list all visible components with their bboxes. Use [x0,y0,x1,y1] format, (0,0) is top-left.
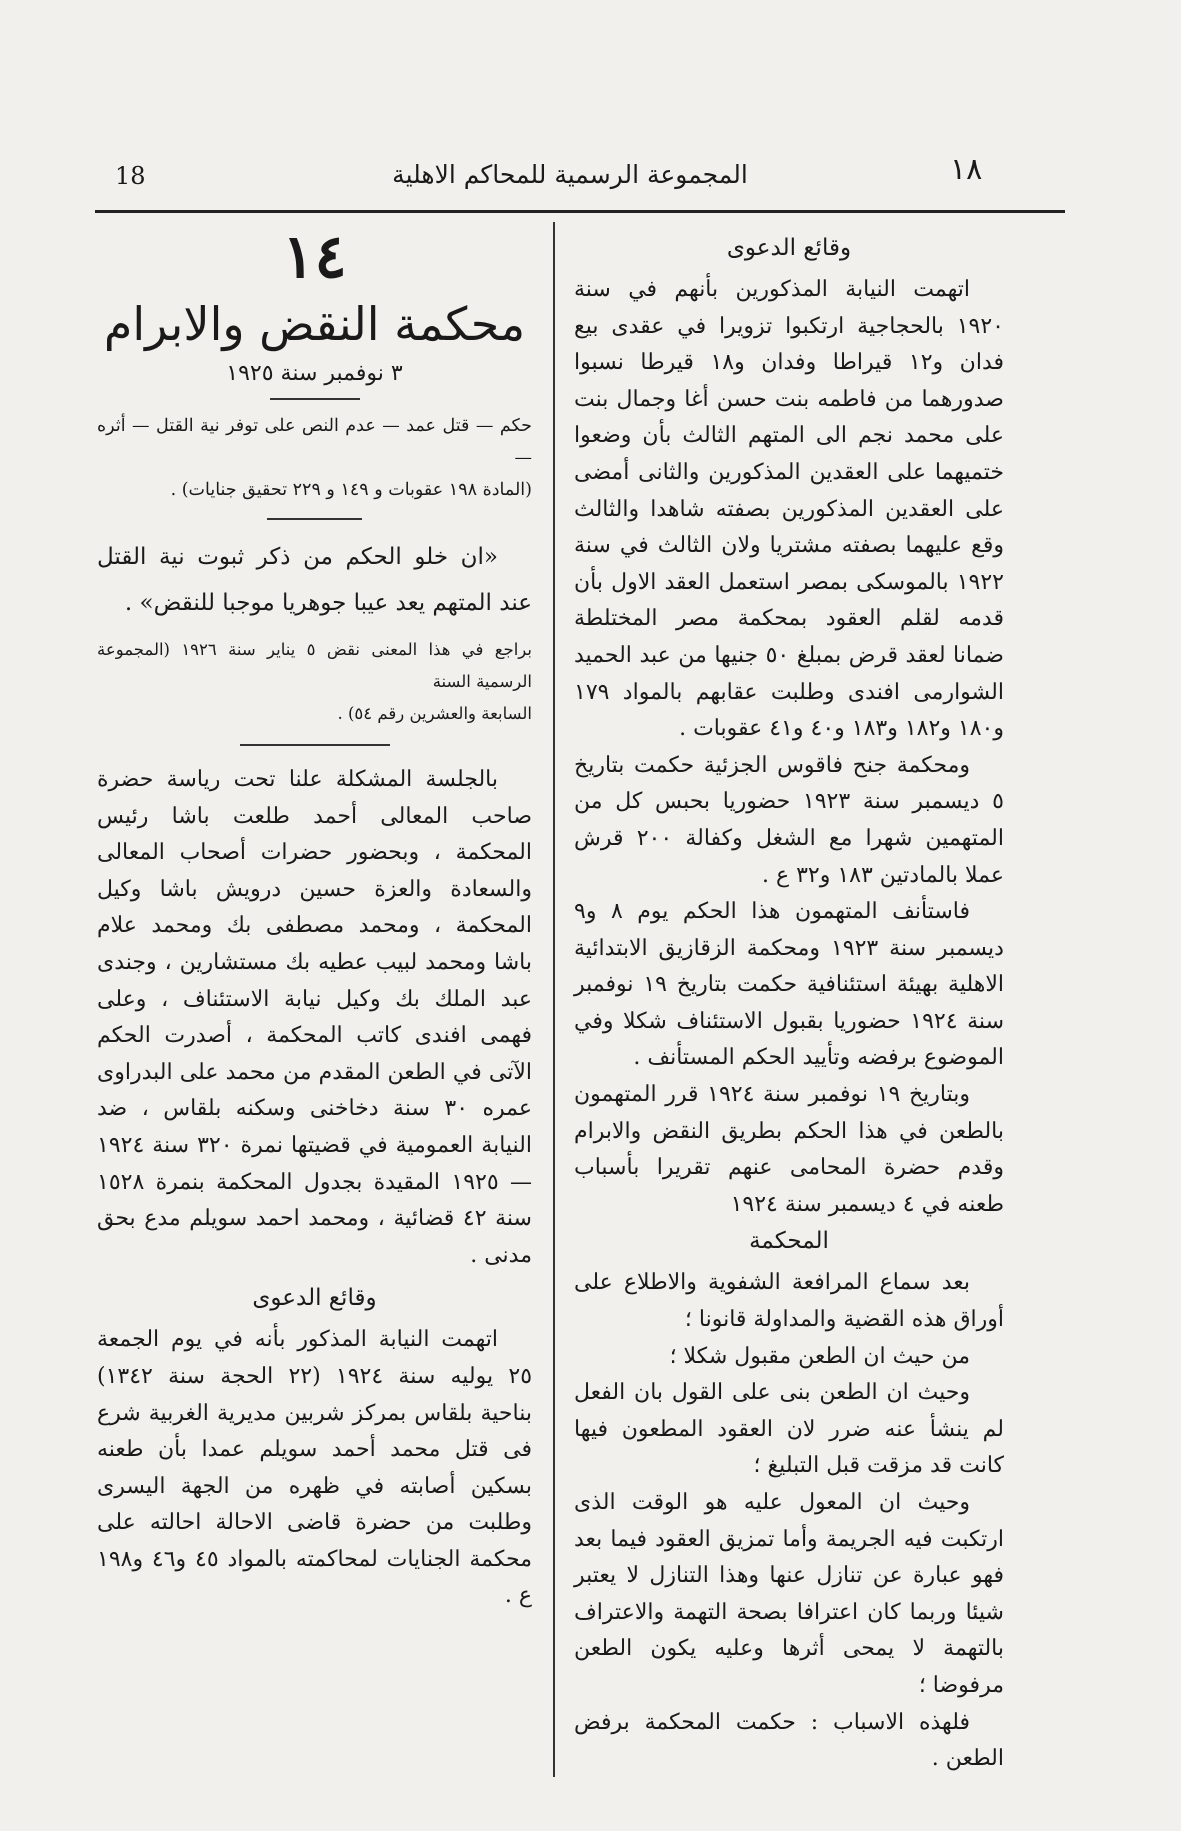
paragraph: فلهذه الاسباب : حكمت المحكمة برفض الطعن . [574,1709,1004,1772]
right-column [574,230,1004,1778]
left-column [97,222,532,1615]
section-heading-court: المحكمة [749,1228,829,1255]
page-number-arabic: ١٨ [950,152,983,187]
paragraph: وحيث ان الطعن بنى على القول بان الفعل لم ينشأ عنه ضرر لان العقود المطعون فيها كانت قد مزقت قبل التبليغ ؛ [574,1380,1004,1479]
paragraph: بالجلسة المشكلة علنا تحت رياسة حضرة صاحب المعالى أحمد طلعت باشا رئيس المحكمة ، وبحضور حضرات أصحاب المعالى والسعادة والعزة حسين درويش باشا وكيل المحكمة ، ومحمد مصطفى بك ومحمد علام باشا ومحمد لبيب عطيه بك مستشارين ، وجندى عبد الملك بك وكيل نيابة الاستئناف ، وعلى فهمى افندى كاتب المحكمة ، أصدرت الحكم الآتى في الطعن المقدم من محمد على البدراوى عمره ٣٠ سنة دخاخنى وسكنه بلقاس ، ضد النيابة العمومية في قضيتها نمرة ٣٢٠ سنة ١٩٢٤ — ١٩٢٥ المقيدة بجدول المحكمة بنمرة ١٥٢٨ سنة ٤٢ قضائية ، ومحمد احمد سويلم مدع بحق مدنى . [97,767,532,1268]
header-rule [95,210,1065,213]
summary-line: (المادة ١٩٨ عقوبات و ١٤٩ و ٢٢٩ تحقيق جنايات) . [170,480,532,500]
case-number: ١٤ [282,222,347,292]
page-number-latin: 18 [115,162,146,190]
divider [267,518,362,520]
paragraph: اتهمت النيابة المذكورين بأنهم في سنة ١٩٢٠ بالحجاجية ارتكبوا تزويرا في عقدى بيع فدان و١٢ قيراطا وفدان و١٨ قيرطا نسبوا صدورهما من فاطمه بنت حسن أغا وجمال بنت على محمد نجم الى المتهم الثالث بأن وضعوا ختميهما على العقدين المذكورين والثانى أمضى على العقدين المذكورين بصفته شاهدا والثالث وقع عليهما بصفته مشتريا ولان الثالث في سنة ١٩٢٢ بالموسكى بمصر استعمل العقد الاول بأن قدمه لقلم العقود بمحكمة مصر المختلطة ضمانا لعقد قرض بمبلغ ٥٠ جنيها من عبد الحميد الشوارمى افندى وطلبت عقابهم بالمواد ١٧٩ و١٨٠ و١٨٢ و١٨٣ و٤٠ و٤١ عقوبات . [574,277,1005,742]
paragraph: ومحكمة جنح فاقوس الجزئية حكمت بتاريخ ٥ ديسمبر سنة ١٩٢٣ حضوريا بحبس كل من المتهمين شهرا مع الشغل وكفالة ٢٠٠ قرش عملا بالمادتين ١٨٣ و٣٢ ع . [574,752,1004,888]
paragraph: اتهمت النيابة المذكور بأنه في يوم الجمعة ٢٥ يوليه سنة ١٩٢٤ (٢٢ الحجة سنة ١٣٤٢) بناحية بلقاس بمركز شربين مديرية الغربية شرع فى قتل محمد أحمد سويلم عمدا بأن طعنه بسكين أصابته في ظهره من الجهة اليسرى وطلبت من حضرة قاضى الاحالة احالته على محكمة الجنايات لمحاكمته بالمواد ٤٥ و٤٦ و١٩٨ ع . [97,1327,533,1609]
reference-line: براجع في هذا المعنى نقض ٥ يناير سنة ١٩٢٦ (المجموعة الرسمية السنة [97,640,532,691]
summary-line: حكم — قتل عمد — عدم النص على توفر نية القتل — أثره — [97,416,533,468]
divider [270,398,360,400]
paragraph: بعد سماع المرافعة الشفوية والاطلاع على أوراق هذه القضية والمداولة قانونا ؛ [574,1270,1004,1333]
reference-line: السابعة والعشرين رقم ٥٤) . [337,704,532,723]
legal-principle: «ان خلو الحكم من ذكر ثبوت نية القتل عند المتهم يعد عيبا جوهريا موجبا للنقض» . [97,544,532,616]
paragraph: وحيث ان المعول عليه هو الوقت الذى ارتكبت فيه الجريمة وأما تمزيق العقود فيما بعد فهو عبارة عن تنازل عنها وهذا التنازل لا يعتبر شيئا وربما كان اعترافا بصحة التهمة والاعتراف بالتهمة لا يمحى أثرها وعليه يكون الطعن مرفوضا ؛ [574,1490,1004,1698]
court-name: محكمة النقض والابرام [103,297,526,351]
section-heading-facts: وقائع الدعوى [252,1285,377,1312]
section-heading-facts: وقائع الدعوى [726,235,852,261]
paragraph: من حيث ان الطعن مقبول شكلا ؛ [669,1343,970,1369]
paragraph: فاستأنف المتهمون هذا الحكم يوم ٨ و٩ ديسمبر سنة ١٩٢٣ ومحكمة الزقازيق الابتدائية الاهلية بهيئة استئنافية حكمت بتاريخ ١٩ نوفمبر سنة ١٩٢٤ حضوريا بقبول الاستئناف شكلا وفي الموضوع برفضه وتأييد الحكم المستأنف . [574,899,1004,1071]
column-divider [553,222,555,1777]
running-title: المجموعة الرسمية للمحاكم الاهلية [392,160,748,189]
judgment-date: ٣ نوفمبر سنة ١٩٢٥ [226,361,403,386]
paragraph: وبتاريخ ١٩ نوفمبر سنة ١٩٢٤ قرر المتهمون بالطعن في هذا الحكم بطريق النقض والابرام وقدم حضرة المحامى عنهم تقريرا بأسباب طعنه في ٤ ديسمبر سنة ١٩٢٤ [574,1082,1004,1217]
divider [240,744,390,746]
